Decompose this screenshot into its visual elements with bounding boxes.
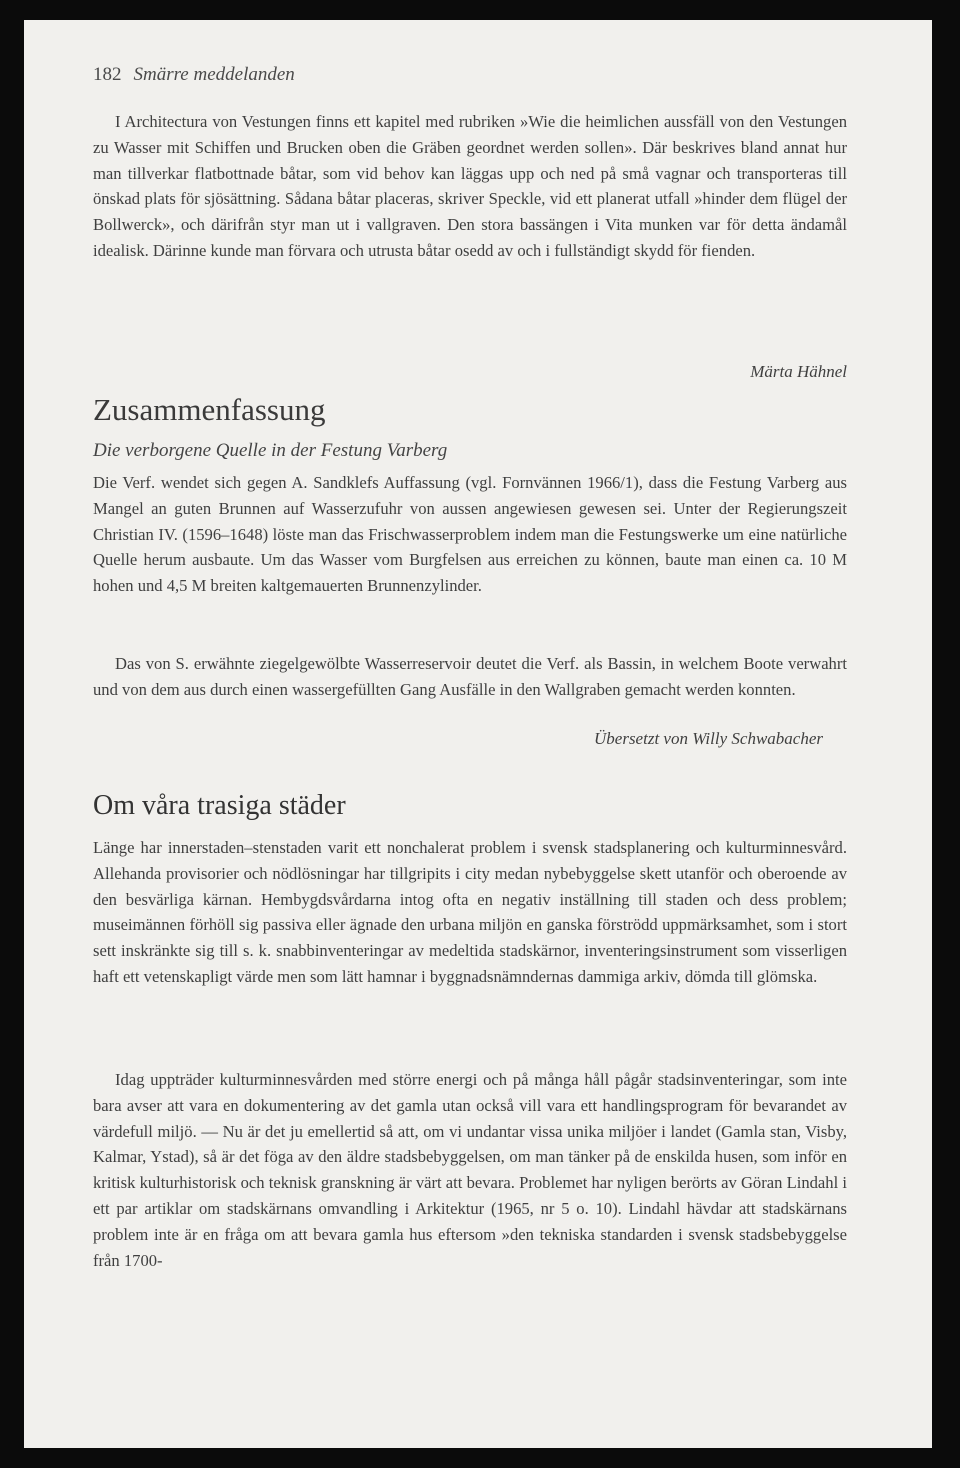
paragraph-zusammenfassung-2: Das von S. erwähnte ziegelgewölbte Wasserreservoir deutet die Verf. als Bassin, in welchem Boote verwahrt und von dem aus durch einen wassergefüllten Gang Ausfälle in den Wallgraben gemacht werden konnten.: [93, 654, 847, 699]
book-page: [24, 20, 932, 1448]
translator-signature: Übersetzt von Willy Schwabacher: [594, 729, 823, 748]
page-number: 182: [93, 64, 122, 85]
running-header: [93, 64, 295, 86]
section-subtitle-quelle: Die verborgene Quelle in der Festung Varberg: [93, 440, 448, 461]
section-heading-om-vara-trasiga-stader: Om våra trasiga städer: [93, 790, 346, 821]
paragraph-zusammenfassung-1: Die Verf. wendet sich gegen A. Sandklefs Auffassung (vgl. Fornvännen 1966/1), dass die Festung Varberg aus Mangel an guten Brunnen auf Wasserzufuhr von aussen angewiesen gewesen sei. Unter der Regierungszeit Christian IV. (1596–1648) löste man das Frischwasserproblem indem man die Festungswerke um eine natürliche Quelle herum ausbaute. Um das Wasser vom Burgfelsen aus erreichen zu können, baute man einen ca. 10 M hohen und 4,5 M breiten kaltgemauerten Brunnenzylinder.: [93, 473, 847, 596]
author-signature-hahnel: Märta Hähnel: [750, 362, 847, 381]
section-heading-zusammenfassung: Zusammenfassung: [93, 392, 326, 427]
paragraph-om-stader-1: Länge har innerstaden–stenstaden varit ett nonchalerat problem i svensk stadsplanering och kulturminnesvård. Allehanda provisorier och nödlösningar har tillgripits i city medan nybebyggelse skett utanför och oberoende av den besvärliga kärnan. Hembygdsvårdarna intog ofta en negativ inställning till staden och dess problem; museimännen förhöll sig passiva eller ägnade den urbana miljön en ganska förströdd uppmärksamhet, som i stort sett inskränkte sig till s. k. snabbinventeringar av medeltida stadskärnor, inventeringsinstrument som visserligen haft ett vetenskapligt värde men som lätt hamnar i byggnadsnämndernas dammiga arkiv, dömda till glömska.: [93, 838, 847, 986]
running-title: Smärre meddelanden: [133, 64, 295, 85]
paragraph-om-stader-2: Idag uppträder kulturminnesvården med större energi och på många håll pågår stadsinventeringar, som inte bara avser att vara en dokumentering av det gamla utan också vill vara ett handlingsprogram för bevarandet av värdefull miljö. — Nu är det ju emellertid så att, om vi undantar vissa unika miljöer i landet (Gamla stan, Visby, Kalmar, Ystad), så är det föga av den äldre stadsbebyggelsen, om man tänker på de enskilda husen, som inför en kritisk kulturhistorisk och teknisk granskning är värt att bevara. Problemet har nyligen berörts av Göran Lindahl i ett par artiklar om stadskärnans omvandling i Arkitektur (1965, nr 5 o. 10). Lindahl hävdar att stadskärnans problem inte är en fråga om att bevara gamla hus eftersom »den tekniska standarden i svensk stadsbebyggelse från 1700-: [93, 1070, 847, 1270]
paragraph-architectura: I Architectura von Vestungen finns ett kapitel med rubriken »Wie die heimlichen aussfäll von den Vestungen zu Wasser mit Schiffen und Brucken oben die Gräben geordnet werden sollen». Där beskrives bland annat hur man tillverkar flatbottnade båtar, som vid behov kan läggas upp och ned på små vagnar och transporteras till önskad plats för sjösättning. Sådana båtar placeras, skriver Speckle, vid ett planerat utfall »hinder dem flügel der Bollwerck», och därifrån styr man ut i vallgraven. Den stora bassängen i Vita munken var för detta ändamål idealisk. Därinne kunde man förvara och utrusta båtar osedd av och i fullständigt skydd för fienden.: [93, 112, 847, 260]
